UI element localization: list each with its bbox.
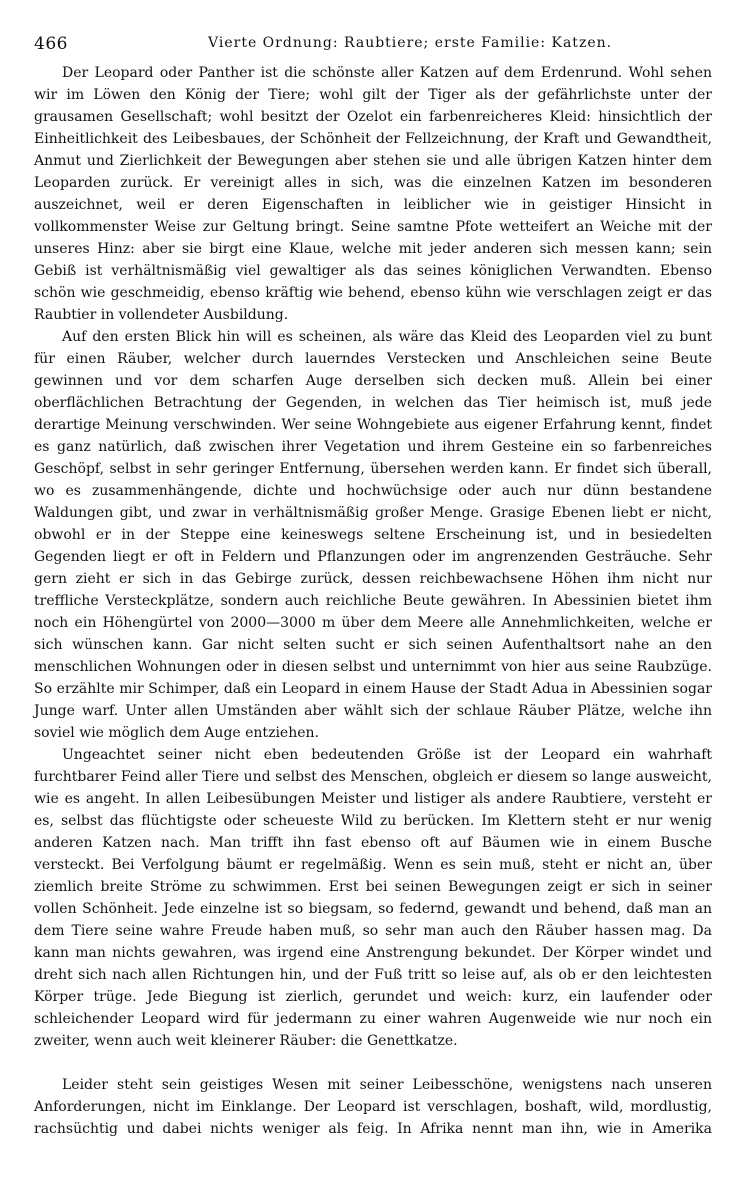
page-header <box>34 34 714 58</box>
running-title: Vierte Ordnung: Raubtiere; erste Familie: Katzen. <box>208 35 613 51</box>
body-text <box>34 62 712 1140</box>
paragraph-leopard-beauty: Der Leopard oder Panther ist die schönste aller Katzen auf dem Erdenrund. Wohl sehen wir im Löwen den König der Tiere; wohl gilt der Tiger als der gefährlichste unter der grausamen Gesellschaft; wohl besitzt der Ozelot ein farbenreicheres Kleid: hinsichtlich der Einheitlichkeit des Leibesbaues, der Schönheit der Fellzeichnung, der Kraft und Gewandtheit, Anmut und Zierlichkeit der Bewegungen aber stehen sie und alle übrigen Katzen hinter dem Leoparden zurück. Er vereinigt alles in sich, was die einzelnen Katzen im besonderen auszeichnet, weil er deren Eigenschaften in leiblicher wie in geistiger Hinsicht in vollkommenster Weise zur Geltung bringt. Seine samtne Pfote wetteifert an Weiche mit der unseres Hinz: aber sie birgt eine Klaue, welche mit jeder anderen sich messen kann; sein Gebiß ist verhältnismäßig viel gewaltiger als das seines königlichen Verwandten. Ebenso schön wie geschmeidig, ebenso kräftig wie behend, ebenso kühn wie verschlagen zeigt er das Raubtier in vollendeter Ausbildung. <box>34 65 712 323</box>
paragraph-movement: Ungeachtet seiner nicht eben bedeutenden Größe ist der Leopard ein wahrhaft furchtbarer Feind aller Tiere und selbst des Menschen, obgleich er diesem so lange ausweicht, wie es angeht. In allen Leibesübungen Meister und listiger als andere Raubtiere, versteht er es, selbst das flüchtigste oder scheueste Wild zu berücken. Im Klettern steht er nur wenig anderen Katzen nach. Man trifft ihn fast ebenso oft auf Bäumen wie in einem Busche versteckt. Bei Verfolgung bäumt er regelmäßig. Wenn es sein muß, steht er nicht an, über ziemlich breite Ströme zu schwimmen. Erst bei seinen Bewegungen zeigt er sich in seiner vollen Schönheit. Jede einzelne ist so biegsam, so federnd, gewandt und behend, daß man an dem Tiere seine wahre Freude haben muß, so sehr man auch den Räuber hassen mag. Da kann man nichts gewahren, was irgend eine Anstrengung bekundet. Der Körper windet und dreht sich nach allen Richtungen hin, und der Fuß tritt so leise auf, als ob er den leichtesten Körper trüge. Jede Biegung ist zierlich, gerundet und weich: kurz, ein laufender oder schleichender Leopard wird für jedermann zu einer wahren Augenweide wie nur noch ein zweiter, wenn auch weit kleinerer Räuber: die Genettkatze. <box>34 747 712 1049</box>
paragraph-habitat: Auf den ersten Blick hin will es scheinen, als wäre das Kleid des Leoparden viel zu bunt für einen Räuber, welcher durch lauerndes Verstecken und Anschleichen seine Beute gewinnen und vor dem scharfen Auge derselben sich decken muß. Allein bei einer oberflächlichen Betrachtung der Gegenden, in welchen das Tier heimisch ist, muß jede derartige Meinung verschwinden. Wer seine Wohngebiete aus eigener Erfahrung kennt, findet es ganz natürlich, daß zwischen ihrer Vegetation und ihrem Gesteine ein so farbenreiches Geschöpf, selbst in sehr geringer Entfernung, übersehen werden kann. Er findet sich überall, wo es zusammenhängende, dichte und hochwüchsige oder auch nur dünn bestandene Waldungen gibt, und zwar in verhältnismäßig großer Menge. Grasige Ebenen liebt er nicht, obwohl er in der Steppe eine keineswegs seltene Erscheinung ist, und in besiedelten Gegenden liegt er oft in Feldern und Pflanzungen oder im angrenzenden Gesträuche. Sehr gern zieht er sich in das Gebirge zurück, dessen reichbewachsene Höhen ihm nicht nur treffliche Versteckplätze, sondern auch reichliche Beute gewähren. In Abessinien bietet ihm noch ein Höhengürtel von 2000—3000 m über dem Meere alle Annehmlichkeiten, welche er sich wünschen kann. Gar nicht selten sucht er sich seinen Aufenthaltsort nahe an den menschlichen Wohnungen oder in diesen selbst und unternimmt von hier aus seine Raubzüge. So erzählte mir Schimper, daß ein Leopard in einem Hause der Stadt Adua in Abessinien sogar Junge warf. Unter allen Umständen aber wählt sich der schlaue Räuber Plätze, welche ihn soviel wie möglich dem Auge entziehen. <box>34 329 712 741</box>
page-number: 466 <box>34 34 68 54</box>
paragraph-character: Leider steht sein geistiges Wesen mit seiner Leibesschöne, wenigstens nach unseren Anforderungen, nicht im Einklange. Der Leopard ist verschlagen, boshaft, wild, mordlustig, rachsüchtig und dabei nichts weniger als feig. In Afrika nennt man ihn, wie in Amerika <box>34 1077 712 1137</box>
